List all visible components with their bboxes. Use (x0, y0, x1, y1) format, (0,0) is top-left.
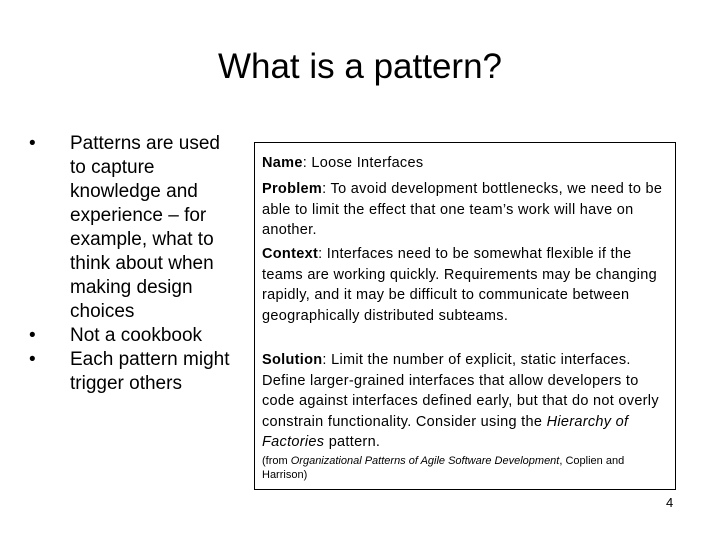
context-label: Context (262, 246, 319, 262)
bullet-text: Patterns are used to capture knowledge and experience – for example, what to think about when making design choices (70, 133, 220, 322)
citation-authors: , Coplien and Harrison) (262, 455, 625, 481)
problem-colon: : (322, 181, 327, 197)
solution-tail: pattern. (328, 434, 381, 450)
bullet-dot-icon: • (29, 325, 36, 346)
problem-label: Problem (262, 181, 323, 197)
citation-open: (from (262, 455, 288, 467)
bullet-item (26, 132, 241, 324)
page-number: 4 (666, 495, 674, 510)
bullet-list (26, 132, 241, 396)
context-section (262, 244, 674, 326)
name-text: Loose Interfaces (311, 155, 424, 171)
context-text: Interfaces need to be somewhat flexible if the teams are working quickly. Requirements may be changing rapidly, and it may be difficult to communicate between geographically distributed subteams. (262, 246, 658, 324)
bullet-text: Each pattern might trigger others (70, 349, 230, 394)
problem-section (262, 179, 674, 241)
bullet-text: Not a cookbook (70, 325, 203, 346)
citation (262, 454, 672, 482)
pattern-name-section (262, 153, 674, 174)
slide-title: What is a pattern? (217, 47, 503, 86)
solution-text: Limit the number of explicit, static interfaces. Define larger-grained interfaces that allow developers to code against interfaces defined early, but that do not overly constrain functionality. Consider using the (262, 352, 659, 430)
solution-emphasis: Hierarchy of Factories (262, 413, 629, 450)
bullet-item (26, 324, 241, 348)
problem-text: To avoid development bottlenecks, we need to be able to limit the effect that one team’s work will have on another. (262, 181, 663, 238)
bullet-dot-icon: • (29, 133, 36, 154)
name-colon: : (302, 155, 308, 171)
citation-book: Organizational Patterns of Agile Software Development (290, 455, 560, 467)
context-colon: : (318, 246, 323, 262)
bullet-dot-icon: • (29, 349, 36, 370)
solution-section (262, 350, 674, 453)
solution-label: Solution (262, 352, 323, 368)
solution-colon: : (322, 352, 327, 368)
name-label: Name (262, 155, 303, 171)
bullet-item (26, 348, 241, 396)
